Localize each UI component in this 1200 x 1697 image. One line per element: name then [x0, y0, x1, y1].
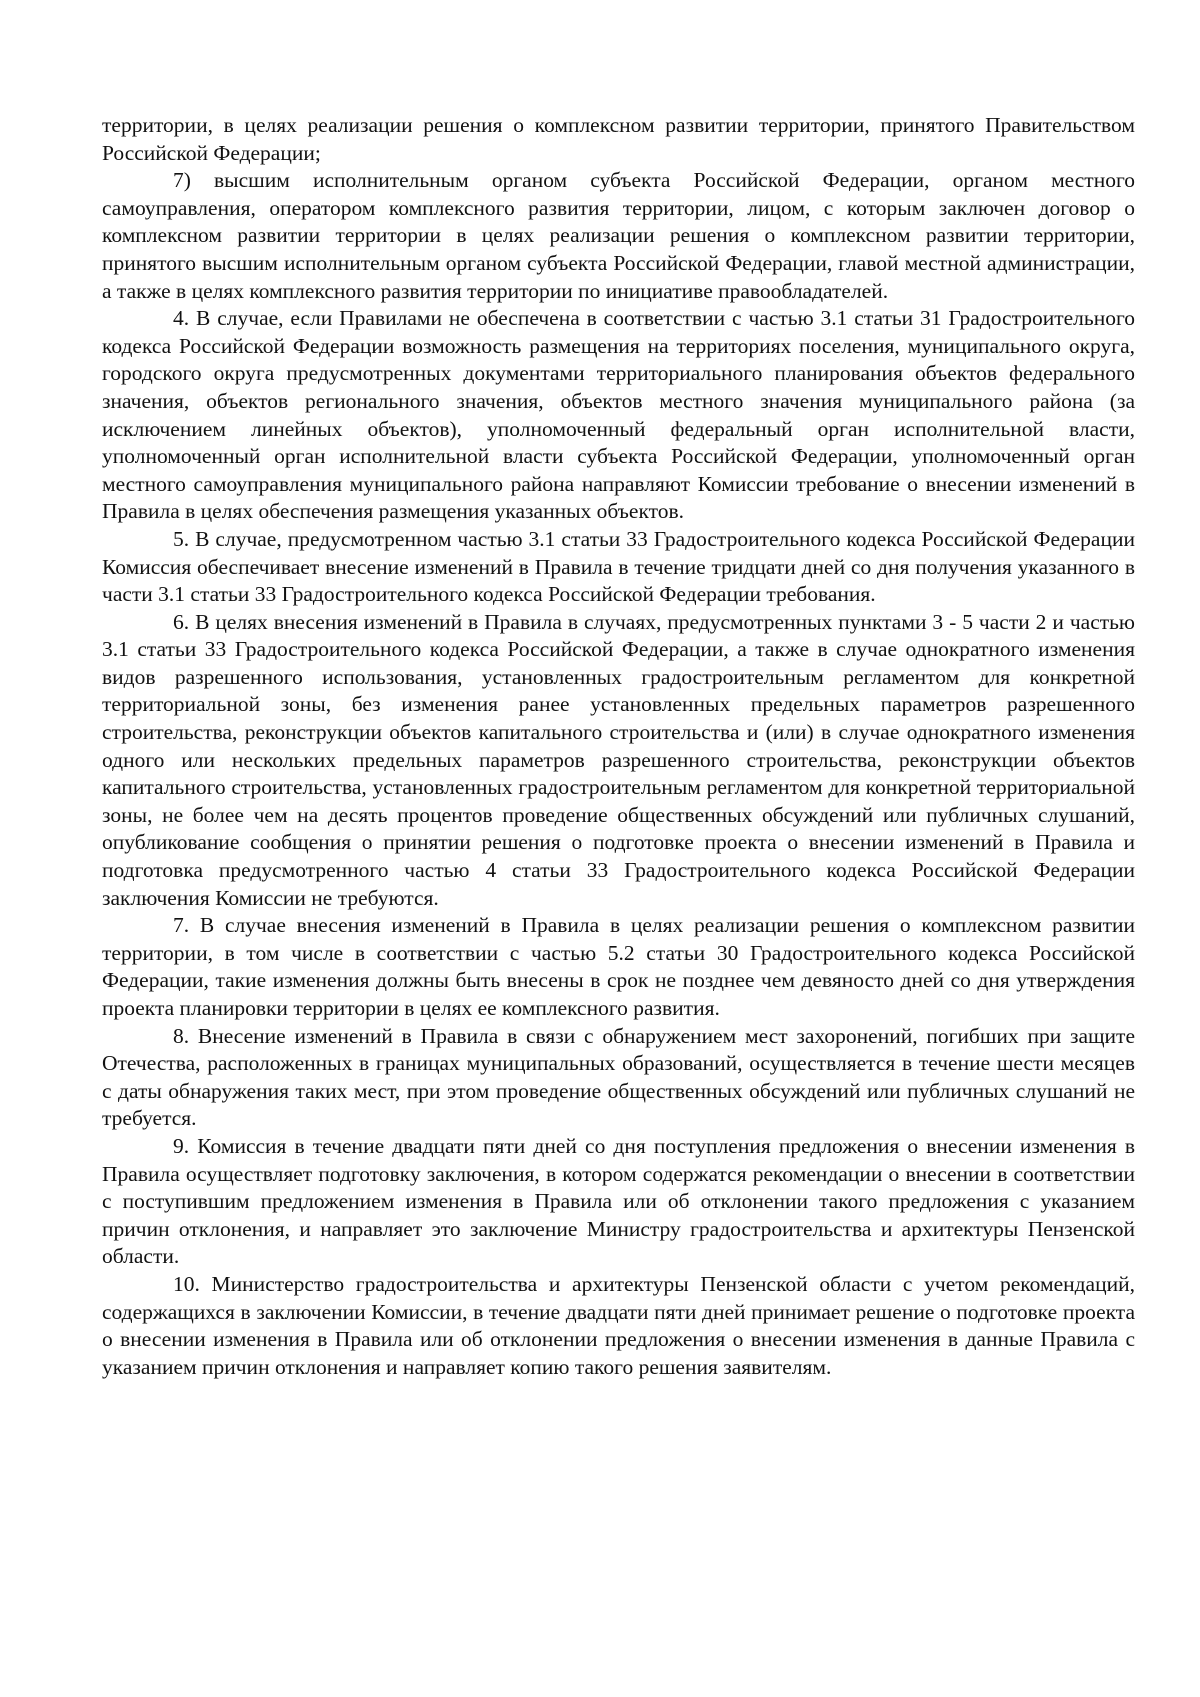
paragraph-4: 4. В случае, если Правилами не обеспечена в соответствии с частью 3.1 статьи 31 Градостроительного кодекса Российской Федерации возможность размещения на территориях поселения, муниципального округа, городского округа предусмотренных документами территориального планирования объектов федерального значения, объектов регионального значения, объектов местного значения муниципального района (за исключением линейных объектов), уполномоченный федеральный орган исполнительной власти, уполномоченный орган исполнительной власти субъекта Российской Федерации, уполномоченный орган местного самоуправления муниципального района направляют Комиссии требование о внесении изменений в Правила в целях обеспечения размещения указанных объектов. [102, 306, 1135, 524]
paragraph-item-7: 7) высшим исполнительным органом субъекта Российской Федерации, органом местного самоуправления, оператором комплексного развития территории, лицом, с которым заключен договор о комплексном развитии территории в целях реализации решения о комплексном развитии территории, принятого высшим исполнительным органом субъекта Российской Федерации, главой местной администрации, а также в целях комплексного развития территории по инициативе правообладателей. [102, 168, 1135, 303]
paragraph-7: 7. В случае внесения изменений в Правила в целях реализации решения о комплексном развитии территории, в том числе в соответствии с частью 5.2 статьи 30 Градостроительного кодекса Российской Федерации, такие изменения должны быть внесены в срок не позднее чем девяносто дней со дня утверждения проекта планировки территории в целях ее комплексного развития. [102, 913, 1135, 1020]
paragraph-5: 5. В случае, предусмотренном частью 3.1 статьи 33 Градостроительного кодекса Российской Федерации Комиссия обеспечивает внесение изменений в Правила в течение тридцати дней со дня получения указанного в части 3.1 статьи 33 Градостроительного кодекса Российской Федерации требования. [102, 526, 1135, 607]
document-page [102, 112, 1135, 1381]
paragraph-continuation: территории, в целях реализации решения о комплексном развитии территории, принятого Правительством Российской Федерации; [102, 113, 1135, 165]
paragraph-8: 8. Внесение изменений в Правила в связи с обнаружением мест захоронений, погибших при защите Отечества, расположенных в границах муниципальных образований, осуществляется в течение шести месяцев с даты обнаружения таких мест, при этом проведение общественных обсуждений или публичных слушаний не требуется. [102, 1023, 1135, 1131]
paragraph-10: 10. Министерство градостроительства и архитектуры Пензенской области с учетом рекомендаций, содержащихся в заключении Комиссии, в течение двадцати пяти дней принимает решение о подготовке проекта о внесении изменения в Правила или об отклонении предложения о внесении изменения в данные Правила с указанием причин отклонения и направляет копию такого решения заявителям. [102, 1271, 1135, 1379]
paragraph-6: 6. В целях внесения изменений в Правила в случаях, предусмотренных пунктами 3 - 5 части 2 и частью 3.1 статьи 33 Градостроительного кодекса Российской Федерации, а также в случае однократного изменения видов разрешенного использования, установленных градостроительным регламентом для конкретной территориальной зоны, без изменения ранее установленных предельных параметров разрешенного строительства, реконструкции объектов капитального строительства и (или) в случае однократного изменения одного или нескольких предельных параметров разрешенного строительства, реконструкции объектов капитального строительства, установленных градостроительным регламентом для конкретной территориальной зоны, не более чем на десять процентов проведение общественных обсуждений или публичных слушаний, опубликование сообщения о принятии решения о подготовке проекта о внесении изменений в Правила и подготовка предусмотренного частью 4 статьи 33 Градостроительного кодекса Российской Федерации заключения Комиссии не требуются. [102, 609, 1135, 910]
paragraph-9: 9. Комиссия в течение двадцати пяти дней со дня поступления предложения о внесении изменения в Правила осуществляет подготовку заключения, в котором содержатся рекомендации о внесении в соответствии с поступившим предложением изменения в Правила или об отклонении такого предложения с указанием причин отклонения, и направляет это заключение Министру градостроительства и архитектуры Пензенской области. [102, 1133, 1135, 1269]
